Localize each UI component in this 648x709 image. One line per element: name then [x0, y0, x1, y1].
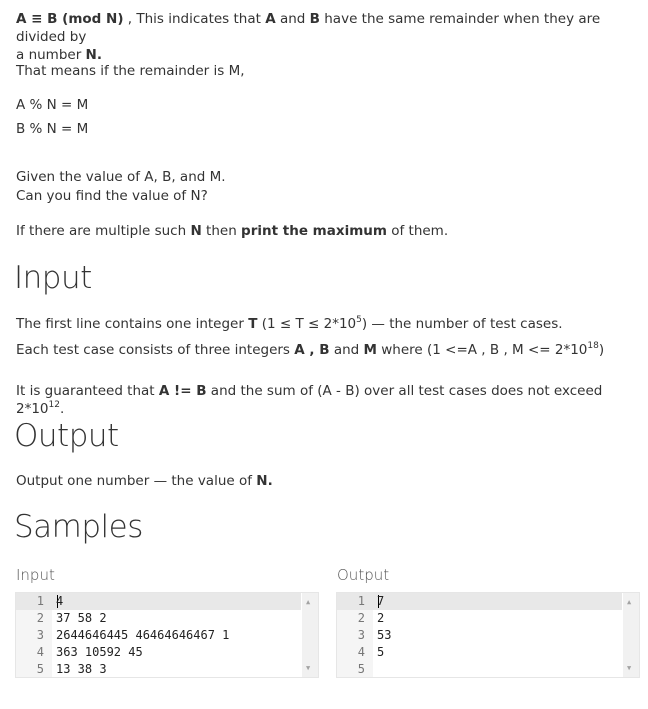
output-scrollbar[interactable] — [623, 593, 639, 677]
input-line-1: The first line contains one integer T $(1 \le T \le 2*10^5)$ — the number of test cases. — [16, 315, 563, 332]
samples-heading: Samples — [14, 509, 143, 545]
code-line[interactable]: 5 13 38 3 — [36, 662, 107, 676]
scroll-down-arrow-icon[interactable]: ▼ — [306, 664, 311, 672]
congruence-definition: A ≡ B (mod N) , This indicates that A and B have the same remainder when they are divided by a number N. — [16, 11, 601, 63]
scroll-up-arrow-icon[interactable]: ▲ — [627, 598, 632, 606]
code-line[interactable]: 4 363 10592 45 — [36, 645, 143, 659]
code-line[interactable]: 1 4 — [16, 593, 301, 610]
remainder-intro: That means if the remainder is M, — [16, 63, 245, 79]
input-line-2: Each test case consists of three integers A , B and M where (1 <=A , B , $M <= 2*10^{18}$) — [16, 341, 605, 358]
code-line[interactable]: 3 2644646445 46464646467 1 — [36, 628, 230, 642]
output-heading: Output — [14, 418, 119, 454]
code-line[interactable]: 2 2 — [357, 611, 385, 625]
code-line[interactable]: 1 7 — [337, 593, 622, 610]
congruence-expression: A ≡ B (mod N) — [16, 11, 124, 27]
code-line[interactable]: 3 53 — [357, 628, 392, 642]
scroll-up-arrow-icon[interactable]: ▲ — [306, 598, 311, 606]
sample-input-label: Input — [16, 566, 55, 584]
equation-b: B % N = M — [16, 121, 89, 137]
code-line[interactable]: 2 37 58 2 — [36, 611, 107, 625]
input-scrollbar[interactable] — [302, 593, 318, 677]
sample-input-editor[interactable] — [15, 592, 319, 678]
sample-output-editor[interactable] — [336, 592, 640, 678]
given-text: Given the value of A, B, and M. — [16, 169, 226, 185]
question-text: Can you find the value of N? — [16, 188, 208, 204]
scroll-down-arrow-icon[interactable]: ▼ — [627, 664, 632, 672]
code-line[interactable]: 5 — [357, 662, 365, 676]
equation-a: A % N = M — [16, 97, 89, 113]
code-line[interactable]: 4 5 — [357, 645, 385, 659]
input-line-3: It is guaranteed that A != B and the sum of (A - B) over all test cases does not exceed $2*10^{12}$. — [16, 383, 603, 417]
sample-output-label: Output — [337, 566, 390, 584]
input-heading: Input — [14, 260, 92, 296]
output-text: Output one number — the value of N. — [16, 473, 273, 489]
multiple-note: If there are multiple such N then print the maximum of them. — [16, 223, 449, 239]
